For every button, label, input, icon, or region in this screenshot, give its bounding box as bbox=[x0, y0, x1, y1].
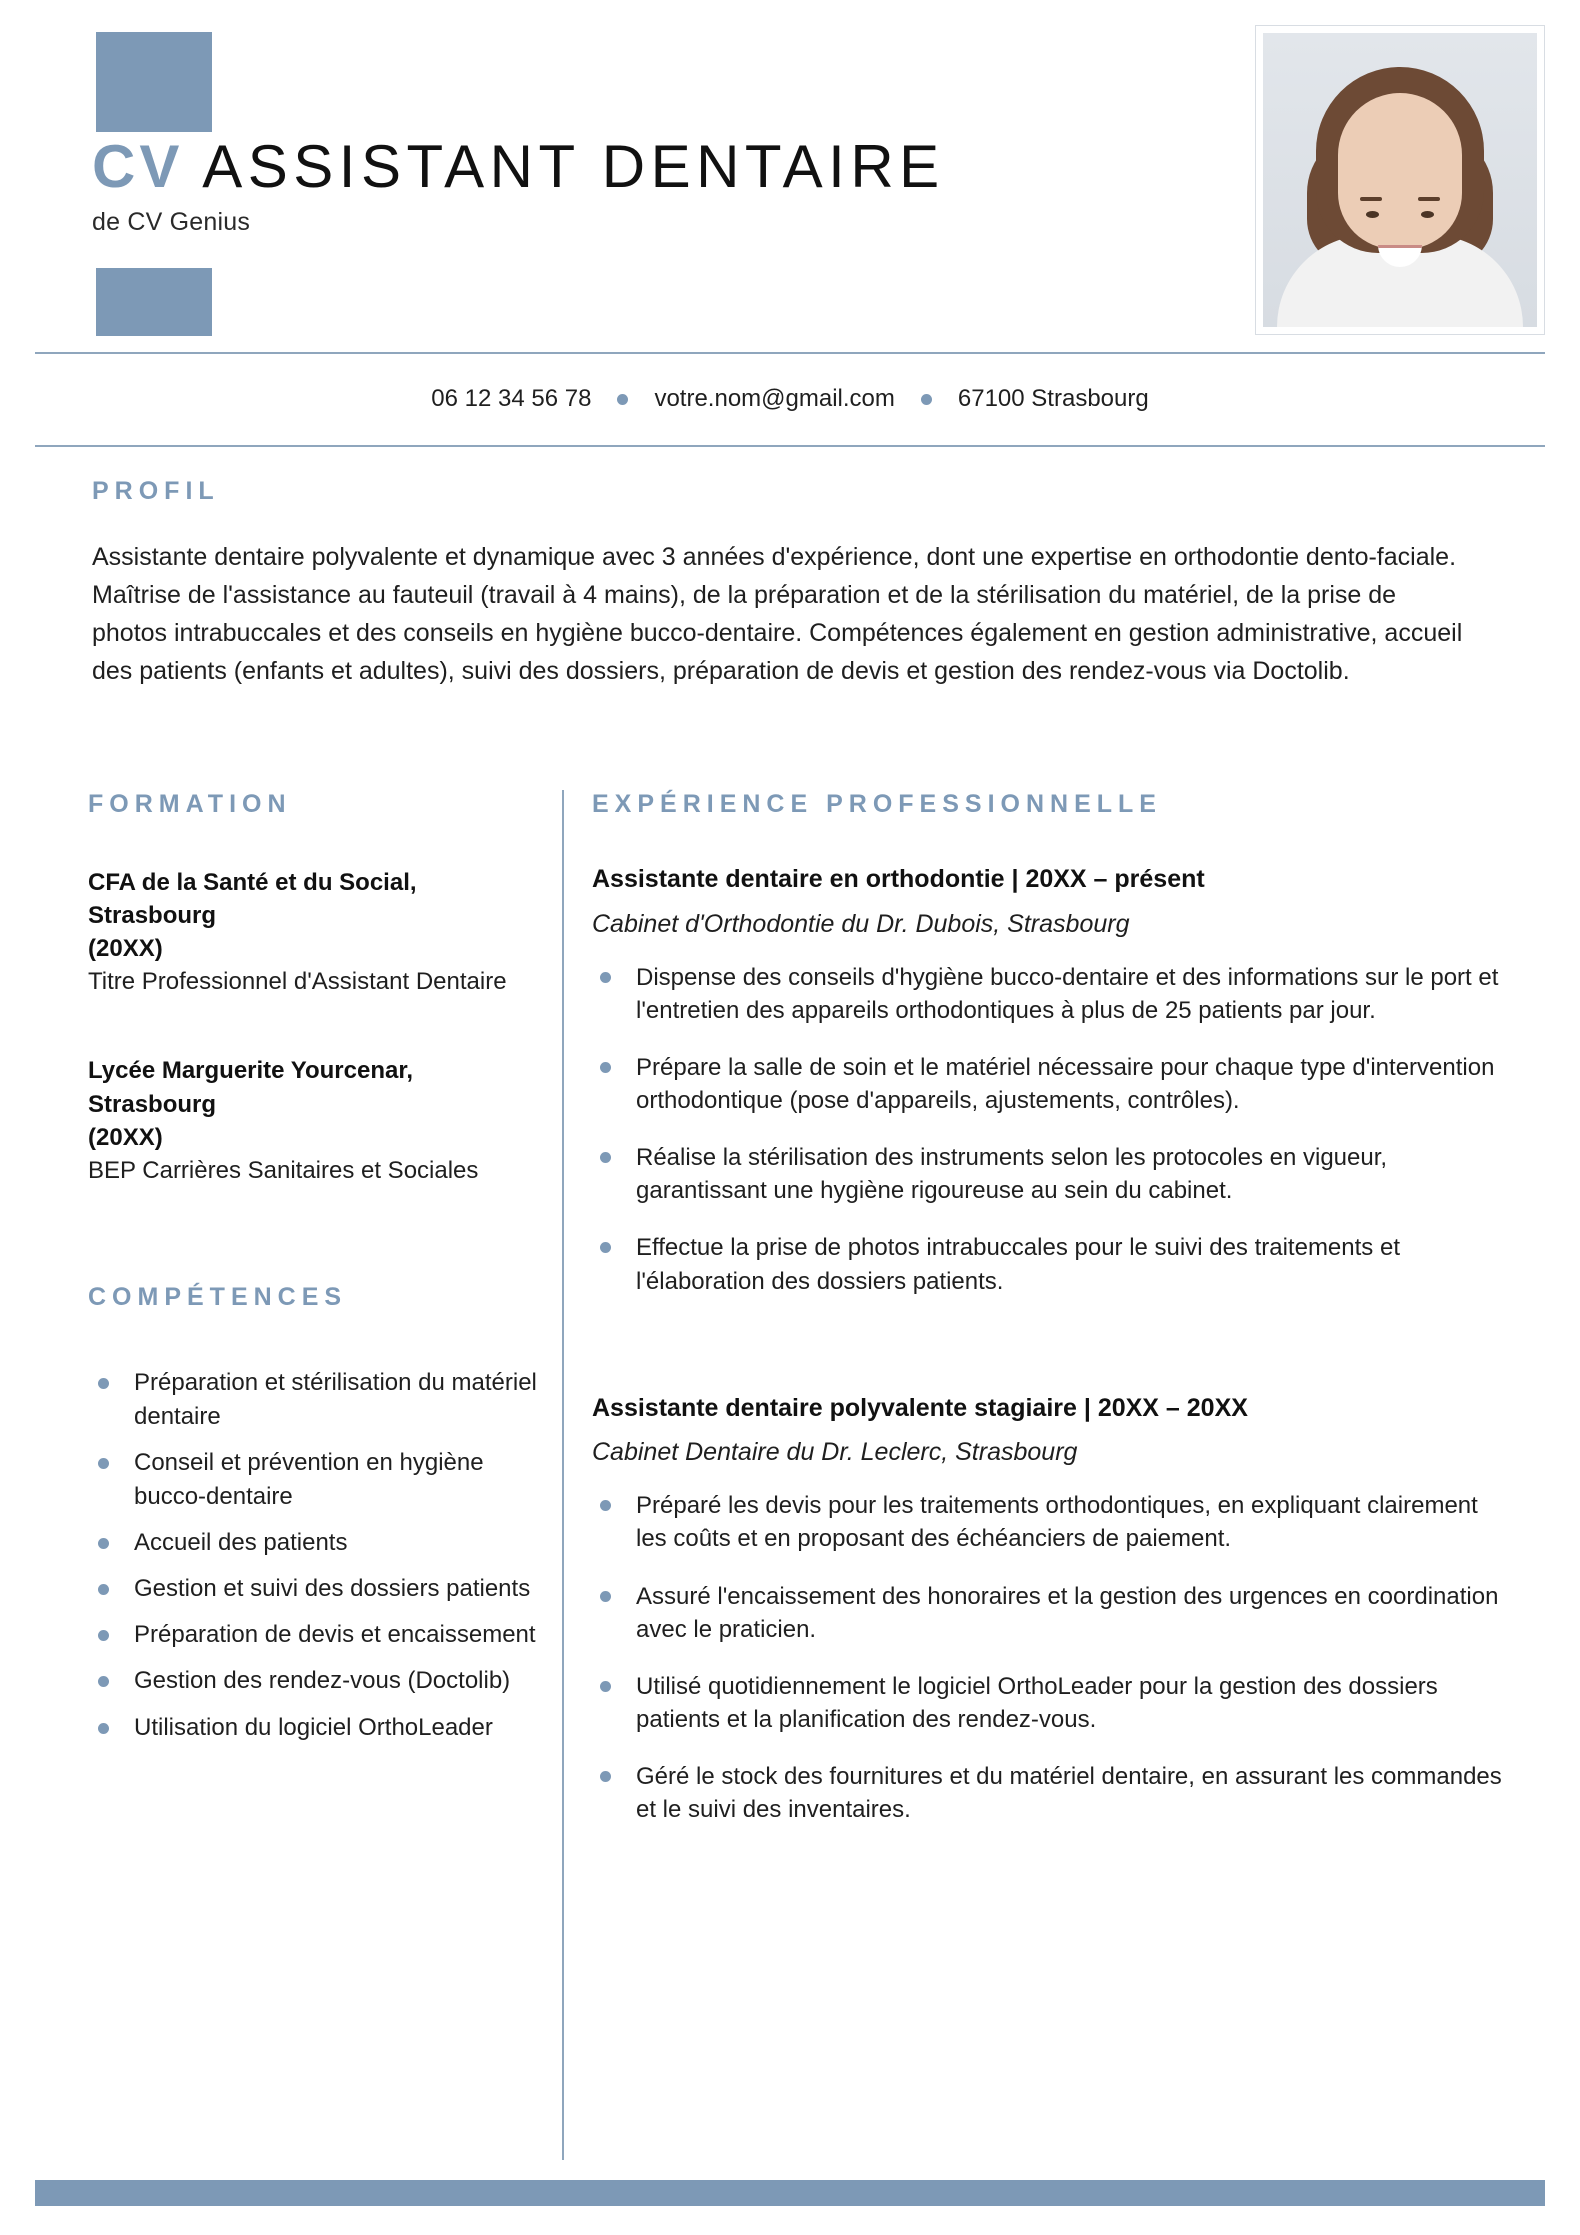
title-accent: CV bbox=[92, 133, 184, 200]
column-divider bbox=[562, 790, 564, 2160]
education-school: Lycée Marguerite Yourcenar, Strasbourg bbox=[88, 1057, 414, 1118]
contact-phone: 06 12 34 56 78 bbox=[431, 385, 592, 412]
accent-block-top bbox=[96, 32, 212, 132]
experience-heading: EXPÉRIENCE PROFESSIONNELLE bbox=[592, 790, 1162, 818]
section-profil bbox=[92, 477, 1492, 690]
accent-block-bottom bbox=[96, 268, 212, 336]
contact-email: votre.nom@gmail.com bbox=[654, 385, 895, 412]
job-bullets bbox=[592, 961, 1502, 1298]
experience-entry bbox=[592, 1392, 1502, 1827]
eye-left-icon bbox=[1366, 211, 1379, 218]
list-item: Assuré l'encaissement des honoraires et la gestion des urgences en coordination avec le praticien. bbox=[592, 1580, 1502, 1646]
job-title: Assistante dentaire en orthodontie bbox=[592, 865, 1005, 893]
page-subtitle: de CV Genius bbox=[92, 208, 251, 236]
list-item: Préparation de devis et encaissement bbox=[88, 1618, 538, 1652]
portrait-photo bbox=[1263, 33, 1537, 327]
bullet-separator-icon bbox=[617, 394, 628, 405]
experience-entry bbox=[592, 863, 1502, 1298]
education-year: (20XX) bbox=[88, 1123, 163, 1151]
job-dates: 20XX – 20XX bbox=[1097, 1393, 1248, 1422]
face-shape bbox=[1338, 93, 1462, 249]
education-entry bbox=[88, 1054, 538, 1186]
list-item: Accueil des patients bbox=[88, 1526, 538, 1560]
list-item: Utilisé quotidiennement le logiciel OrthoLeader pour la gestion des dossiers patients et la planification des rendez-vous. bbox=[592, 1670, 1502, 1736]
job-dates: 20XX – présent bbox=[1025, 865, 1205, 893]
list-item: Prépare la salle de soin et le matériel nécessaire pour chaque type d'intervention orthodontique (pose d'appareils, ajustements, contrôles). bbox=[592, 1051, 1502, 1117]
job-company: Cabinet Dentaire du Dr. Leclerc, Strasbourg bbox=[592, 1438, 1078, 1467]
left-column bbox=[88, 790, 538, 1757]
education-degree: Titre Professionnel d'Assistant Dentaire bbox=[88, 968, 507, 996]
body-columns bbox=[0, 790, 1580, 2080]
job-company: Cabinet d'Orthodontie du Dr. Dubois, Strasbourg bbox=[592, 909, 1130, 938]
avatar bbox=[1255, 25, 1545, 335]
list-item: Préparé les devis pour les traitements orthodontiques, en expliquant clairement les coûts et en proposant des échéanciers de paiement. bbox=[592, 1489, 1502, 1555]
list-item: Préparation et stérilisation du matériel dentaire bbox=[88, 1366, 538, 1434]
bullet-separator-icon bbox=[921, 394, 932, 405]
job-title-line bbox=[592, 863, 1502, 897]
contact-location: 67100 Strasbourg bbox=[957, 385, 1149, 412]
footer-accent-bar bbox=[35, 2180, 1545, 2206]
list-item: Dispense des conseils d'hygiène bucco-dentaire et des informations sur le port et l'entretien des appareils orthodontiques à plus de 25 patients par jour. bbox=[592, 961, 1502, 1027]
competences-heading: COMPÉTENCES bbox=[88, 1282, 348, 1311]
eye-right-icon bbox=[1421, 211, 1434, 218]
contact-divider bbox=[35, 445, 1545, 447]
profil-body: Assistante dentaire polyvalente et dynamique avec 3 années d'expérience, dont une expertise en orthodontie dento-faciale. Maîtrise de l'assistance au fauteuil (travail à 4 mains), de la préparation et de la stérilisation du matériel, de la prise de photos intrabuccales et des conseils en hygiène bucco-dentaire. Compétences également en gestion administrative, accueil des patients (enfants et adultes), suivi des dossiers, préparation de devis et gestion des rendez-vous via Doctolib. bbox=[92, 543, 1463, 685]
cv-header bbox=[0, 0, 1580, 355]
list-item: Gestion et suivi des dossiers patients bbox=[88, 1572, 538, 1606]
education-entry bbox=[88, 866, 538, 998]
eyebrow-right-icon bbox=[1418, 197, 1440, 201]
list-item: Effectue la prise de photos intrabuccales pour le suivi des traitements et l'élaboration des dossiers patients. bbox=[592, 1231, 1502, 1297]
list-item: Réalise la stérilisation des instruments selon les protocoles en vigueur, garantissant une hygiène rigoureuse au sein du cabinet. bbox=[592, 1141, 1502, 1207]
right-column bbox=[592, 790, 1502, 1850]
list-item: Géré le stock des fournitures et du matériel dentaire, en assurant les commandes et le suivi des inventaires. bbox=[592, 1760, 1502, 1826]
education-degree: BEP Carrières Sanitaires et Sociales bbox=[88, 1156, 479, 1184]
list-item: Gestion des rendez-vous (Doctolib) bbox=[88, 1664, 538, 1698]
skills-list bbox=[88, 1366, 538, 1745]
education-school: CFA de la Santé et du Social, Strasbourg bbox=[88, 869, 417, 930]
profil-heading: PROFIL bbox=[92, 477, 220, 505]
list-item: Conseil et prévention en hygiène bucco-dentaire bbox=[88, 1446, 538, 1514]
job-separator: | bbox=[1004, 865, 1026, 893]
job-separator: | bbox=[1076, 1393, 1098, 1422]
title-rest: ASSISTANT DENTAIRE bbox=[202, 133, 945, 200]
job-title-line bbox=[592, 1392, 1502, 1426]
job-bullets bbox=[592, 1489, 1502, 1826]
education-year: (20XX) bbox=[88, 935, 163, 963]
contact-bar bbox=[0, 385, 1580, 413]
job-title: Assistante dentaire polyvalente stagiaire bbox=[592, 1393, 1077, 1422]
formation-heading: FORMATION bbox=[88, 790, 292, 818]
title-wrap bbox=[92, 135, 1172, 237]
list-item: Utilisation du logiciel OrthoLeader bbox=[88, 1711, 538, 1745]
page-title bbox=[92, 135, 1172, 198]
eyebrow-left-icon bbox=[1360, 197, 1382, 201]
header-divider bbox=[35, 352, 1545, 354]
